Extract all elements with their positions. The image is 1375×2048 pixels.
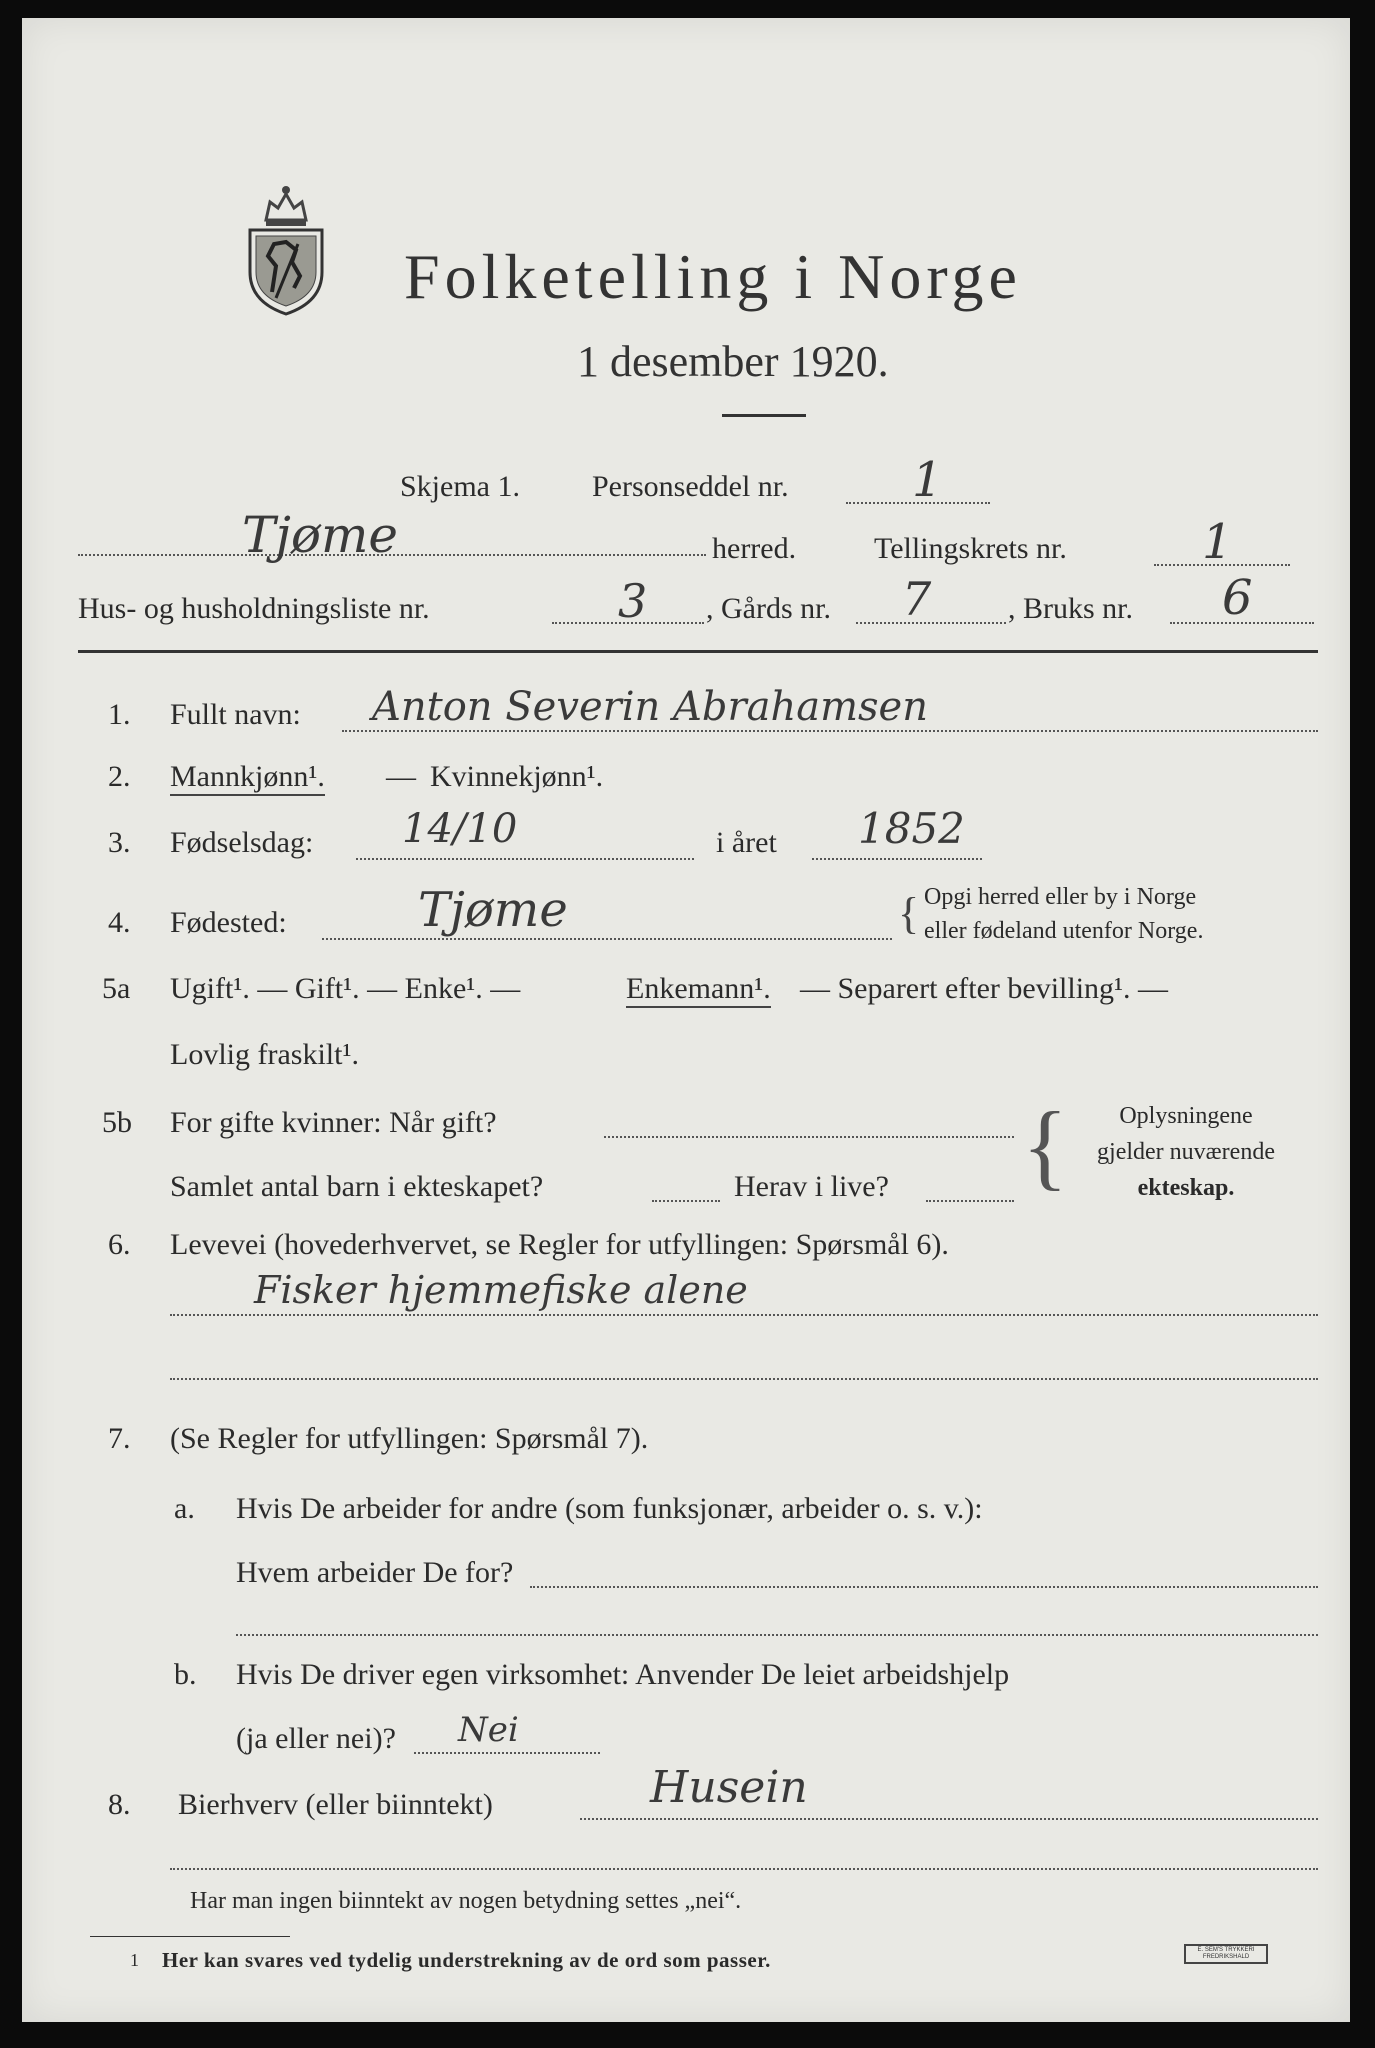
q7-label: (Se Regler for utfyllingen: Spørsmål 7).: [170, 1422, 649, 1455]
herred-value[interactable]: Tjøme: [242, 506, 398, 564]
q7-number: 7.: [108, 1422, 131, 1455]
header-separator: [78, 650, 1318, 653]
q5b-children-label: Samlet antal barn i ekteskapet?: [170, 1170, 544, 1203]
schema-label: Skjema 1.: [400, 470, 520, 503]
hired-help-line: [414, 1752, 600, 1754]
q4-note-brace: {: [898, 889, 920, 938]
q8-label: Bierhverv (eller biinntekt): [178, 1788, 493, 1821]
q5b-note-line3: ekteskap.: [1137, 1175, 1235, 1201]
marital-option-enkemann[interactable]: Enkemann¹.: [626, 972, 771, 1008]
q5b-note-brace: {: [1022, 1092, 1069, 1199]
q6-label: Levevei (hovederhvervet, se Regler for utfyllingen: Spørsmål 6).: [170, 1228, 949, 1261]
marital-options-a[interactable]: Ugift¹. — Gift¹. — Enke¹. —: [170, 972, 521, 1005]
title-divider: [722, 414, 806, 417]
coat-of-arms-icon: [236, 180, 336, 316]
q5a-number: 5a: [102, 972, 131, 1005]
q1-label: Fullt navn:: [170, 698, 301, 731]
q5b-alive-label: Herav i live?: [734, 1170, 889, 1203]
footnote-text: Her kan svares ved tydelig understrekning av de ord som passer.: [162, 1948, 771, 1972]
married-when-line: [604, 1136, 1014, 1138]
husholdning-label: Hus- og husholdningsliste nr.: [78, 592, 430, 625]
birthplace-value[interactable]: Tjøme: [418, 882, 568, 938]
personseddel-value[interactable]: 1: [912, 452, 943, 508]
q5b-note-line1: Oplysningene: [1119, 1103, 1253, 1129]
herred-label: herred.: [712, 532, 797, 565]
bruks-value[interactable]: 6: [1222, 570, 1253, 626]
children-alive-line: [926, 1200, 1014, 1202]
marital-option-fraskilt[interactable]: Lovlig fraskilt¹.: [170, 1038, 359, 1071]
birthday-line: [356, 858, 694, 860]
q3-number: 3.: [108, 826, 131, 859]
census-form-page: [22, 18, 1350, 2022]
gender-separator: —: [386, 760, 416, 793]
birth-year-line: [812, 858, 982, 860]
birth-year-label: i året: [716, 826, 777, 859]
personseddel-label: Personseddel nr.: [592, 470, 789, 503]
tellingskrets-label: Tellingskrets nr.: [874, 532, 1067, 565]
q7b-letter: b.: [174, 1658, 197, 1691]
gender-male-option[interactable]: Mannkjønn¹.: [170, 760, 325, 796]
occupation-line-1: [170, 1314, 1318, 1316]
q7a-line1: Hvis De arbeider for andre (som funksjonær, arbeider o. s. v.):: [236, 1492, 983, 1525]
employer-line-2: [236, 1634, 1318, 1636]
q8-number: 8.: [108, 1788, 131, 1821]
children-count-line: [652, 1200, 720, 1202]
footer-note: Har man ingen biinntekt av nogen betydning settes „nei“.: [190, 1888, 742, 1914]
q4-note-line2: eller fødeland utenfor Norge.: [924, 918, 1204, 944]
hired-help-value[interactable]: Nei: [458, 1710, 519, 1750]
q7a-line2: Hvem arbeider De for?: [236, 1556, 514, 1589]
marital-options-c[interactable]: — Separert efter bevilling¹. —: [800, 972, 1169, 1005]
q7a-letter: a.: [174, 1492, 195, 1525]
occupation-line-2: [170, 1378, 1318, 1380]
footnote-number: 1: [130, 1950, 139, 1970]
form-title: Folketelling i Norge: [404, 241, 1022, 312]
q2-number: 2.: [108, 760, 131, 793]
q6-number: 6.: [108, 1228, 131, 1261]
bruks-label: , Bruks nr.: [1008, 592, 1134, 625]
occupation-value[interactable]: Fisker hjemmefiske alene: [254, 1268, 748, 1312]
q5b-note-line2: gjelder nuværende: [1097, 1139, 1275, 1165]
tellingskrets-value[interactable]: 1: [1202, 514, 1233, 570]
q4-label: Fødested:: [170, 906, 287, 939]
q5b-number: 5b: [102, 1106, 132, 1139]
q4-number: 4.: [108, 906, 131, 939]
full-name-value[interactable]: Anton Severin Abrahamsen: [372, 684, 928, 730]
side-income-line-2: [170, 1868, 1318, 1870]
footnote-divider: [90, 1936, 290, 1937]
q5b-married-label: For gifte kvinner: Når gift?: [170, 1106, 497, 1139]
q7b-line2: (ja eller nei)?: [236, 1722, 396, 1755]
gender-female-option[interactable]: Kvinnekjønn¹.: [430, 760, 604, 793]
q3-label: Fødselsdag:: [170, 826, 314, 859]
birth-year-value[interactable]: 1852: [858, 804, 965, 853]
side-income-value[interactable]: Husein: [650, 1762, 808, 1813]
birthday-value[interactable]: 14/10: [402, 806, 518, 852]
gards-value[interactable]: 7: [902, 572, 932, 626]
husholdning-value[interactable]: 3: [618, 574, 648, 628]
birthplace-line: [322, 938, 892, 940]
q4-note-line1: Opgi herred eller by i Norge: [924, 884, 1197, 910]
census-date: 1 desember 1920.: [577, 337, 889, 386]
side-income-line: [580, 1818, 1318, 1820]
q1-line: [342, 730, 1318, 732]
employer-line: [530, 1586, 1318, 1588]
q1-number: 1.: [108, 698, 131, 731]
q7b-line1: Hvis De driver egen virksomhet: Anvender De leiet arbeidshjelp: [236, 1658, 1010, 1691]
printer-stamp: E. SEM'S TRYKKERI FREDRIKSHALD: [1184, 1944, 1268, 1964]
gards-label: , Gårds nr.: [706, 592, 831, 625]
